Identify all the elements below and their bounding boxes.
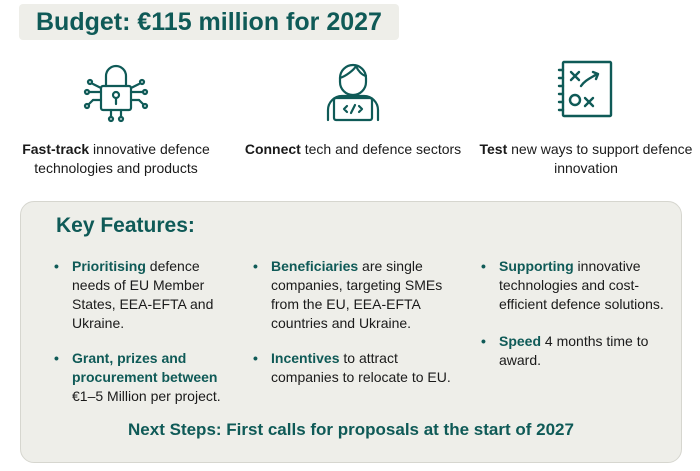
key-features-panel	[20, 201, 682, 463]
feature-fast-track	[1, 54, 231, 178]
list-item: • Grant, prizes and procurement between €1–5 Million per project.	[54, 350, 221, 404]
list-item: • Incentives to attract companies to relocate to EU.	[253, 350, 451, 385]
bullet-icon: •	[481, 333, 486, 349]
feature-text: Test new ways to support defence innovation	[479, 141, 693, 176]
list-item: • Beneficiaries are single companies, targeting SMEs from the EU, EEA-EFTA countries and Ukraine.	[253, 258, 443, 331]
key-features-title: Key Features:	[56, 214, 195, 237]
budget-banner: Budget: €115 million for 2027	[19, 4, 399, 40]
bullet-icon: •	[253, 258, 258, 274]
next-steps: Next Steps: First calls for proposals at the start of 2027	[128, 420, 574, 439]
bullet-icon: •	[54, 350, 59, 366]
list-item: • Speed 4 months time to award.	[481, 333, 649, 368]
bullet-icon: •	[253, 350, 258, 366]
bullet-icon: •	[481, 258, 486, 274]
features-column-2	[253, 257, 453, 403]
feature-text: Connect tech and defence sectors	[244, 141, 462, 157]
padlock-circuit-icon	[81, 54, 151, 124]
person-laptop-icon	[318, 54, 388, 124]
feature-test	[471, 54, 700, 178]
strategy-board-icon	[551, 54, 621, 124]
feature-connect	[238, 54, 468, 159]
list-item: • Prioritising defence needs of EU Member States, EEA-EFTA and Ukraine.	[54, 258, 214, 331]
list-item: • Supporting innovative technologies and cost-efficient defence solutions.	[481, 258, 664, 312]
bullet-icon: •	[54, 258, 59, 274]
feature-text: Fast-track innovative defence technologies and products	[22, 141, 210, 176]
features-column-1	[54, 257, 234, 422]
features-column-3	[481, 257, 666, 386]
